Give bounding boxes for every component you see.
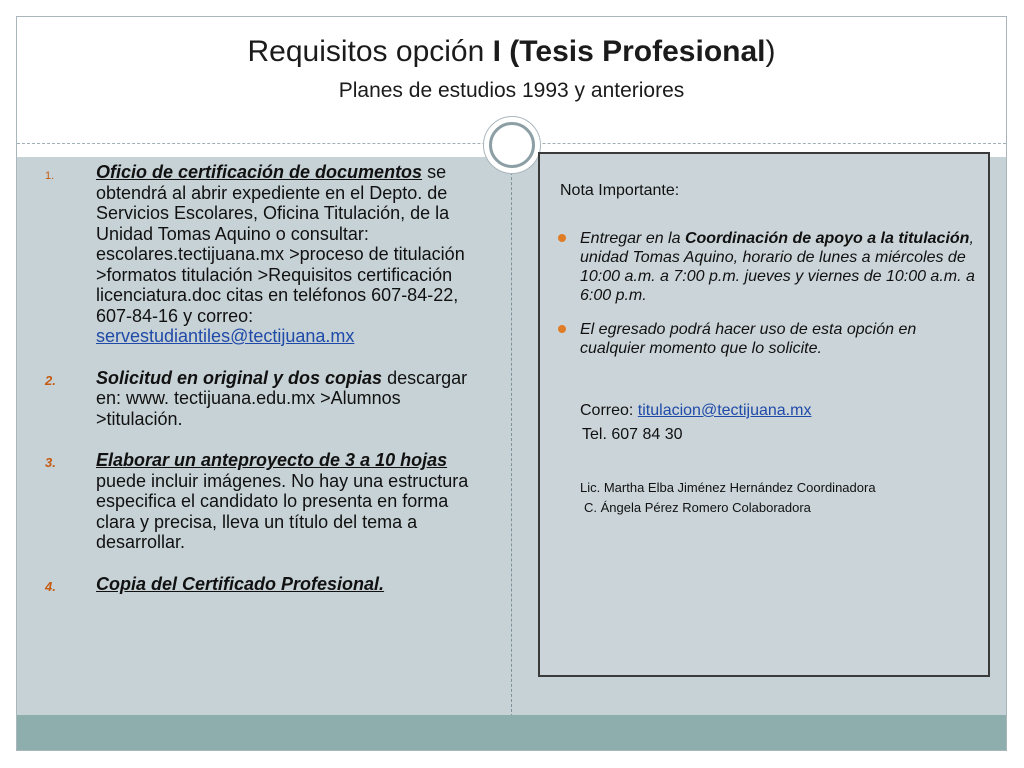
requirement-text: descargar en: www. tectijuana.edu.mx >Alumnos >titulación. — [96, 367, 468, 429]
note-bullets — [558, 229, 978, 373]
requirement-lead: Elaborar un anteproyecto de 3 a 10 hojas — [96, 450, 448, 470]
list-item — [45, 162, 485, 347]
list-number: 4. — [45, 578, 56, 594]
phone-line: Tel. 607 84 30 — [582, 426, 683, 443]
page-subtitle: Planes de estudios 1993 y anteriores — [338, 79, 685, 102]
collaborator-line: C. Ángela Pérez Romero Colaboradora — [584, 500, 811, 515]
email-line: Correo: titulacion@tectijuana.mx — [580, 402, 812, 419]
email-link[interactable]: servestudiantiles@tectijuana.mx — [96, 326, 355, 346]
circle-ornament-icon — [483, 116, 541, 174]
requirements-list — [45, 162, 485, 615]
list-item — [45, 368, 485, 430]
footer-bar — [17, 715, 1006, 750]
page-title: Requisitos opción I (Tesis Profesional) — [247, 35, 776, 68]
column-divider — [511, 157, 512, 717]
requirement-lead: Solicitud en original y dos copias — [96, 367, 383, 388]
requirement-text: se obtendrá al abrir expediente en el Depto. de Servicios Escolares, Oficina Titulación, de la Unidad Tomas Aquino o consultar: escolares.tectijuana.mx >proceso de titulación >formatos titulación >Requisitos certificación licenciatura.doc citas en teléfonos 607-84-22, 607-84-16 y correo: — [96, 162, 465, 326]
slide — [16, 16, 1007, 751]
email-link[interactable]: titulacion@tectijuana.mx — [637, 402, 812, 419]
bullet-dot-icon — [558, 234, 566, 242]
list-number: 1. — [45, 170, 55, 182]
bullet-dot-icon — [558, 325, 566, 333]
list-number: 3. — [45, 455, 56, 470]
list-item — [45, 450, 485, 553]
note-box — [538, 152, 990, 677]
list-number: 2. — [45, 372, 56, 388]
list-item: El egresado podrá hacer uso de esta opción en cualquier momento que lo solicite. — [558, 320, 978, 358]
list-item — [45, 574, 485, 595]
requirement-lead: Copia del Certificado Profesional. — [96, 573, 385, 594]
note-title: Nota Importante: — [560, 182, 680, 199]
requirement-text: puede incluir imágenes. No hay una estructura especifica el candidato lo presenta en forma clara y precisa, lleva un título del tema a desarrollar. — [96, 470, 469, 552]
coordinator-line: Lic. Martha Elba Jiménez Hernández Coordinadora — [580, 480, 876, 495]
requirement-lead: Oficio de certificación de documentos — [96, 162, 423, 182]
list-item: Entregar en la Coordinación de apoyo a la titulación, unidad Tomas Aquino, horario de lunes a miércoles de 10:00 a.m. a 7:00 p.m. jueves y viernes de 10:00 a.m. a 6:00 p.m. — [558, 229, 978, 305]
